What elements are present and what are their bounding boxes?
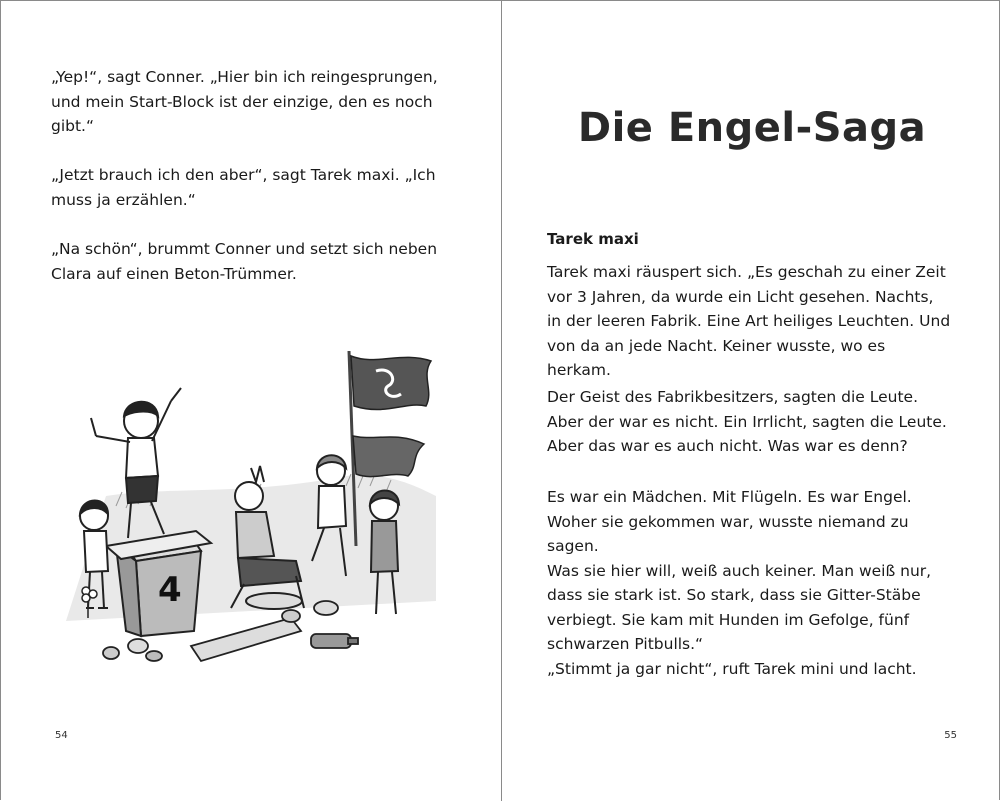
left-paragraph-1: „Yep!“, sagt Conner. „Hier bin ich reingesprungen, und mein Start-Block ist der einzige, den es noch gibt.“ [51, 68, 438, 135]
right-paragraph-4: „Stimmt ja gar nicht“, ruft Tarek mini und lacht. [547, 660, 917, 678]
speaker-heading: Tarek maxi [547, 230, 639, 248]
block-number: 4 [158, 570, 182, 610]
page-number-left: 54 [55, 730, 68, 741]
left-paragraph-2: „Jetzt brauch ich den aber“, sagt Tarek maxi. „Ich muss ja erzählen.“ [51, 166, 436, 209]
chapter-title: Die Engel-Saga [577, 105, 927, 151]
left-paragraph-3: „Na schön“, brummt Conner und setzt sich neben Clara auf einen Beton-Trümmer. [51, 240, 438, 283]
children-playing-illustration [46, 346, 446, 686]
left-page [1, 1, 501, 801]
page-number-right: 55 [944, 730, 957, 741]
right-paragraph-1: Tarek maxi räuspert sich. „Es geschah zu einer Zeit vor 3 Jahren, da wurde ein Licht gesehen. Nachts, in der leeren Fabrik. Eine Art heiliges Leuchten. Und von da an jede Nacht. Keiner wusste, wo es herkam. [547, 263, 951, 379]
right-page [501, 1, 1000, 801]
right-paragraph-2: Der Geist des Fabrikbesitzers, sagten die Leute. Aber der war es nicht. Ein Irrlicht, sagten die Leute. Aber das war es auch nicht. Was war es denn? [547, 388, 947, 455]
right-paragraph-3: Es war ein Mädchen. Mit Flügeln. Es war Engel. Woher sie gekommen war, wusste niemand zu sagen. Was sie hier will, weiß auch keiner. Man weiß nur, dass sie stark ist. So stark, dass sie Gitter-Stäbe verbiegt. Sie kam mit Hunden im Gefolge, fünf schwarzen Pitbulls.“ [547, 488, 932, 653]
